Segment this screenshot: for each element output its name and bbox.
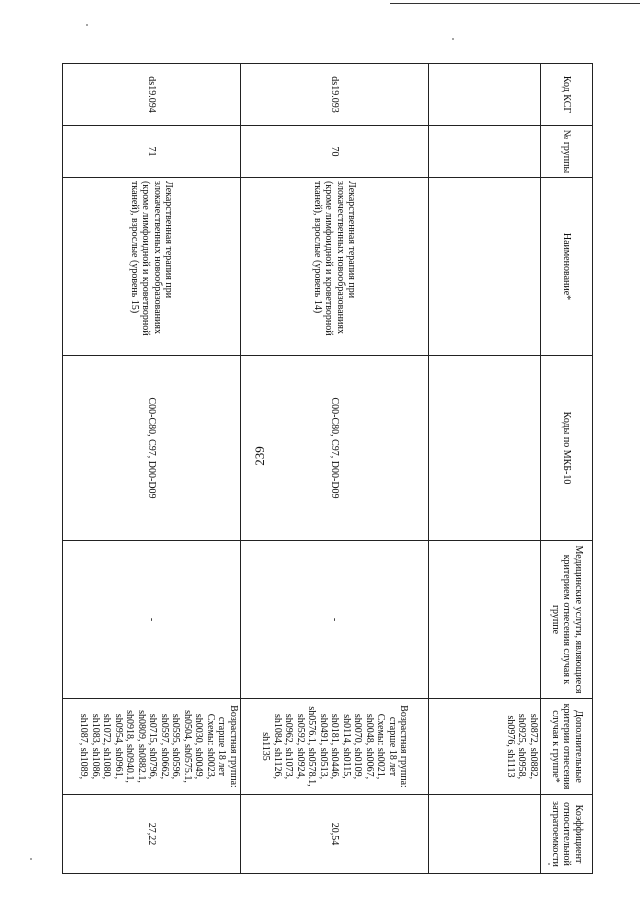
table-header-row xyxy=(541,64,593,874)
scan-speck xyxy=(86,24,88,26)
top-rule-line xyxy=(390,3,640,4)
table-row xyxy=(241,64,429,874)
cell-name: Лекарственная терапия при злокачественных новообразованиях (кроме лимфоидной и кроветворной тканей), взрослые (уровень 14) xyxy=(241,178,429,356)
cell-criteria: sh0872, sh0882, sh0925, sh0958, sh0976, sh1113 xyxy=(429,699,541,795)
cell-empty xyxy=(429,795,541,874)
cell-services: - xyxy=(241,541,429,699)
cell-empty xyxy=(429,126,541,178)
ksg-table xyxy=(62,63,593,874)
scan-speck xyxy=(30,858,32,860)
cell-mkb: C00-C80, C97, D00-D09 xyxy=(241,356,429,541)
scan-speck xyxy=(548,863,550,865)
cell-group-no: 71 xyxy=(63,126,241,178)
cell-code: ds19.094 xyxy=(63,64,241,126)
page-number: 239 xyxy=(252,446,267,466)
rotated-table-container xyxy=(63,63,593,873)
cell-coef: 20,54 xyxy=(241,795,429,874)
header-group-no: № группы xyxy=(541,126,593,178)
cell-empty xyxy=(429,356,541,541)
cell-group-no: 70 xyxy=(241,126,429,178)
header-mkb: Коды по МКБ-10 xyxy=(541,356,593,541)
table-row-continuation xyxy=(429,64,541,874)
cell-criteria: Возрастная группа: старше 18 лет Схемы: sh0021, sh0048, sh0067, sh0070, sh0109, sh0114, sh0115, sh0181, sh0446, sh0491, sh0513, sh0576.1, sh0578.1, sh0592, sh0924, sh0962, sh1073, sh1084, sh1126, sh1135 xyxy=(241,699,429,795)
scan-speck xyxy=(452,38,454,40)
cell-empty xyxy=(429,64,541,126)
header-code: Код КСГ xyxy=(541,64,593,126)
cell-services: - xyxy=(63,541,241,699)
cell-criteria: Возрастная группа: старше 18 лет Схемы: sh0023, sh0030, sh0049, sh0504, sh0575.1, sh0595, sh0596, sh0597, sh0662, sh0715, sh0796, sh0809, sh0882.1, sh0918, sh0940.1, sh0954, sh0961, sh1072, sh1080, sh1083, sh1086, sh1087, sh1089, xyxy=(63,699,241,795)
cell-mkb: C00-C80, C97, D00-D09 xyxy=(63,356,241,541)
cell-coef: 27,22 xyxy=(63,795,241,874)
header-name: Наименование* xyxy=(541,178,593,356)
header-criteria: Дополнительные критерии отнесения случая к группе* xyxy=(541,699,593,795)
table-row xyxy=(63,64,241,874)
header-coef: Коэффициент относительной затратоемкости xyxy=(541,795,593,874)
header-services: Медицинские услуги, являющиеся критерием отнесения случая к группе xyxy=(541,541,593,699)
cell-code: ds19.093 xyxy=(241,64,429,126)
cell-name: Лекарственная терапия при злокачественных новообразованиях (кроме лимфоидной и кроветворной тканей), взрослые (уровень 15) xyxy=(63,178,241,356)
cell-empty xyxy=(429,541,541,699)
cell-empty xyxy=(429,178,541,356)
